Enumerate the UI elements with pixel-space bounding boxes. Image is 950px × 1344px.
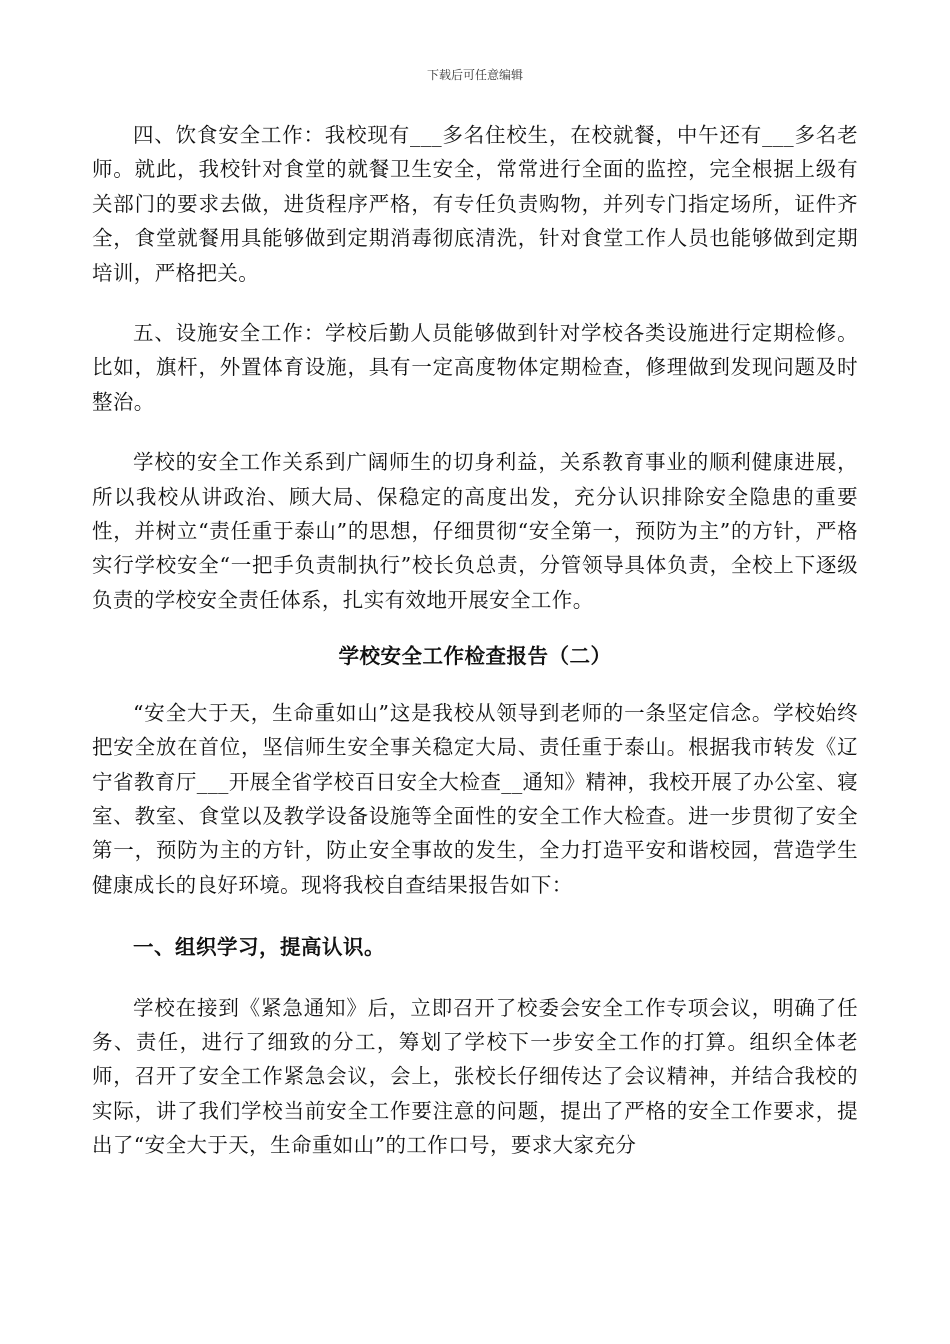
paragraph-intro: “安全大于天，生命重如山”这是我校从领导到老师的一条坚定信念。学校始终把安全放在首位，坚信师生安全事关稳定大局、责任重于泰山。根据我市转发《辽宁省教育厅___开展全省学校百日安全大检查__通知》精神，我校开展了办公室、寝室、教室、食堂以及教学设备设施等全面性的安全工作大检查。进一步贯彻了安全第一，预防为主的方针，防止安全事故的发生，全力打造平安和谐校园，营造学生健康成长的良好环境。现将我校自查结果报告如下： <box>92 700 858 897</box>
paragraph-facility-safety: 五、设施安全工作：学校后勤人员能够做到针对学校各类设施进行定期检修。比如，旗杆，外置体育设施，具有一定高度物体定期检查，修理做到发现问题及时整治。 <box>92 321 858 414</box>
paragraph-food-safety: 四、饮食安全工作：我校现有___多名住校生，在校就餐，中午还有___多名老师。就此，我校针对食堂的就餐卫生安全，常常进行全面的监控，完全根据上级有关部门的要求去做，进货程序严格，有专任负责购物，并列专门指定场所，证件齐全，食堂就餐用具能够做到定期消毒彻底清洗，针对食堂工作人员也能够做到定期培训，严格把关。 <box>92 123 858 285</box>
section-title: 学校安全工作检查报告（二） <box>338 644 612 669</box>
document-body <box>92 118 858 1163</box>
subheading-organize-study: 一、组织学习，提高认识。 <box>133 935 385 960</box>
paragraph-safety-summary: 学校的安全工作关系到广阔师生的切身利益，关系教育事业的顺利健康进展，所以我校从讲政治、顾大局、保稳定的高度出发，充分认识排除安全隐患的重要性，并树立“责任重于泰山”的思想，仔细贯彻“安全第一，预防为主”的方针，严格实行学校安全“一把手负责制执行”校长负总责，分管领导具体负责，全校上下逐级负责的学校安全责任体系，扎实有效地开展安全工作。 <box>92 450 858 612</box>
header-note: 下载后可任意编辑 <box>426 68 523 82</box>
paragraph-study: 学校在接到《紧急通知》后，立即召开了校委会安全工作专项会议，明确了任务、责任，进行了细致的分工，筹划了学校下一步安全工作的打算。组织全体老师，召开了安全工作紧急会议，会上，张校长仔细传达了会议精神，并结合我校的实际，讲了我们学校当前安全工作要注意的问题，提出了严格的安全工作要求，提出了“安全大于天，生命重如山”的工作口号，要求大家充分 <box>92 995 858 1158</box>
